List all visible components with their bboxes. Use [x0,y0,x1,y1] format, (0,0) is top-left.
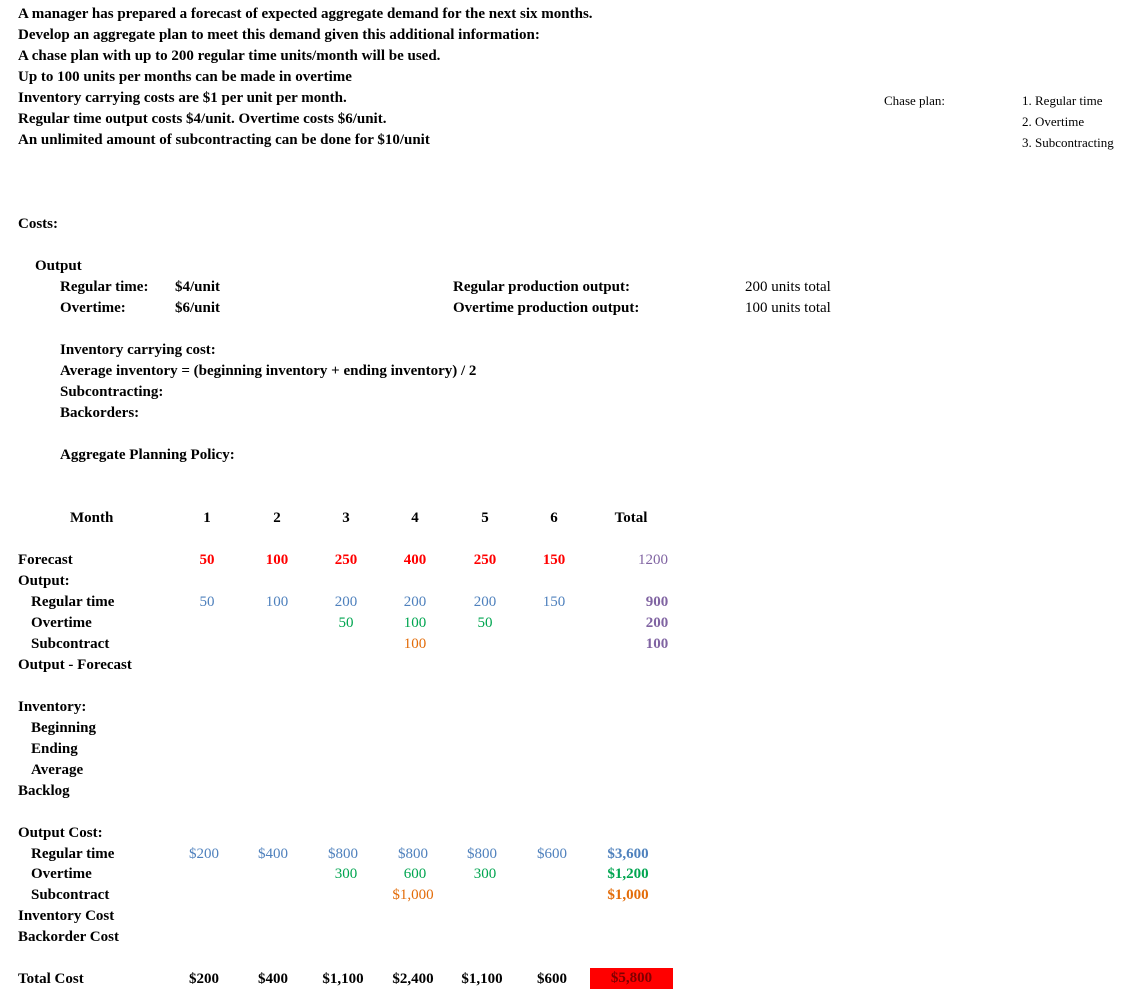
output-forecast-label: Output - Forecast [18,657,132,673]
beginning-label: Beginning [31,720,97,736]
inventory-carrying-label: Inventory carrying cost: [60,342,216,358]
overtime-total: 200 [645,615,669,631]
intro-line-5: Inventory carrying costs are $1 per unit per month. [18,90,347,106]
regular-cost-cell: $600 [537,846,567,862]
subcontract-row-label: Subcontract [31,636,110,652]
total-cost-cell: $1,100 [322,971,364,987]
overtime-cost-cell: 300 [473,866,497,882]
regular-cost-total: $3,600 [607,846,649,862]
average-inventory-formula: Average inventory = (beginning inventory + ending inventory) / 2 [60,363,477,379]
overtime-output-value: 100 units total [745,300,831,316]
overtime-cell: 100 [403,615,427,631]
backlog-label: Backlog [18,783,70,799]
regular-time-row-label: Regular time [31,594,115,610]
regular-cell: 100 [265,594,289,610]
inventory-label: Inventory: [18,699,87,715]
regular-cost-cell: $800 [398,846,428,862]
forecast-label: Forecast [18,552,73,568]
forecast-cell: 400 [403,552,427,568]
regular-cost-cell: $400 [258,846,288,862]
chase-plan-item-1: 1. Regular time [1022,93,1103,108]
intro-line-2: Develop an aggregate plan to meet this demand given this additional information: [18,27,540,43]
costs-label: Costs: [18,216,58,232]
overtime-row-label: Overtime [31,615,92,631]
regular-total: 900 [645,594,669,610]
intro-line-7: An unlimited amount of subcontracting can be done for $10/unit [18,132,430,148]
regular-cell: 150 [542,594,566,610]
subcontract-cell: 100 [403,636,427,652]
total-cost-cell: $600 [537,971,567,987]
subcontracting-label: Subcontracting: [60,384,164,400]
regular-cell: 200 [403,594,427,610]
policy-label: Aggregate Planning Policy: [60,447,235,463]
month-3: 3 [342,510,350,526]
overtime-cell: 50 [338,615,354,631]
subcontract-total: 100 [645,636,669,652]
subcontract-cost-label: Subcontract [31,887,110,903]
month-header: Month [70,510,114,526]
overtime-label: Overtime: [60,300,126,316]
regular-time-rate: $4/unit [175,279,221,295]
average-label: Average [31,762,84,778]
inventory-cost-label: Inventory Cost [18,908,115,924]
chase-plan-item-2: 2. Overtime [1022,114,1085,129]
overtime-output-label: Overtime production output: [453,300,640,316]
overtime-cost-cell: 300 [334,866,358,882]
regular-cost-cell: $800 [328,846,358,862]
backorders-label: Backorders: [60,405,140,421]
backorder-cost-label: Backorder Cost [18,929,119,945]
intro-line-4: Up to 100 units per months can be made in overtime [18,69,352,85]
total-cost-cell: $2,400 [392,971,434,987]
regular-cost-cell: $200 [189,846,219,862]
overtime-cost-cell: 600 [403,866,427,882]
output-label: Output: [18,573,70,589]
overtime-cost-label: Overtime [31,866,92,882]
chase-plan-label: Chase plan: [884,93,946,108]
forecast-cell: 250 [334,552,358,568]
month-1: 1 [203,510,211,526]
forecast-total: 1200 [638,552,668,568]
output-heading: Output [35,258,82,274]
overtime-cost-total: $1,200 [607,866,649,882]
month-2: 2 [273,510,281,526]
total-cost-cell: $400 [258,971,288,987]
total-header: Total [614,510,648,526]
regular-output-label: Regular production output: [453,279,630,295]
forecast-cell: 100 [265,552,289,568]
regular-output-value: 200 units total [745,279,831,295]
intro-line-1: A manager has prepared a forecast of expected aggregate demand for the next six months. [18,6,593,22]
regular-cost-cell: $800 [467,846,497,862]
total-cost-label: Total Cost [18,971,84,987]
total-cost-cell: $200 [189,971,219,987]
ending-label: Ending [31,741,78,757]
month-5: 5 [481,510,489,526]
total-cost-cell: $1,100 [461,971,503,987]
overtime-rate: $6/unit [175,300,221,316]
output-cost-label: Output Cost: [18,825,103,841]
regular-cell: 50 [199,594,215,610]
forecast-cell: 250 [473,552,497,568]
intro-line-6: Regular time output costs $4/unit. Overtime costs $6/unit. [18,111,387,127]
forecast-cell: 150 [542,552,566,568]
forecast-cell: 50 [199,552,215,568]
overtime-cell: 50 [477,615,493,631]
subcontract-cost-cell: $1,000 [392,887,434,903]
regular-time-label: Regular time: [60,279,149,295]
regular-cell: 200 [334,594,358,610]
grand-total-cell[interactable]: $5,800 [590,968,673,989]
intro-line-3: A chase plan with up to 200 regular time units/month will be used. [18,48,441,64]
regular-cost-label: Regular time [31,846,115,862]
month-6: 6 [550,510,558,526]
chase-plan-item-3: 3. Subcontracting [1022,135,1114,150]
subcontract-cost-total: $1,000 [607,887,649,903]
regular-cell: 200 [473,594,497,610]
month-4: 4 [411,510,419,526]
